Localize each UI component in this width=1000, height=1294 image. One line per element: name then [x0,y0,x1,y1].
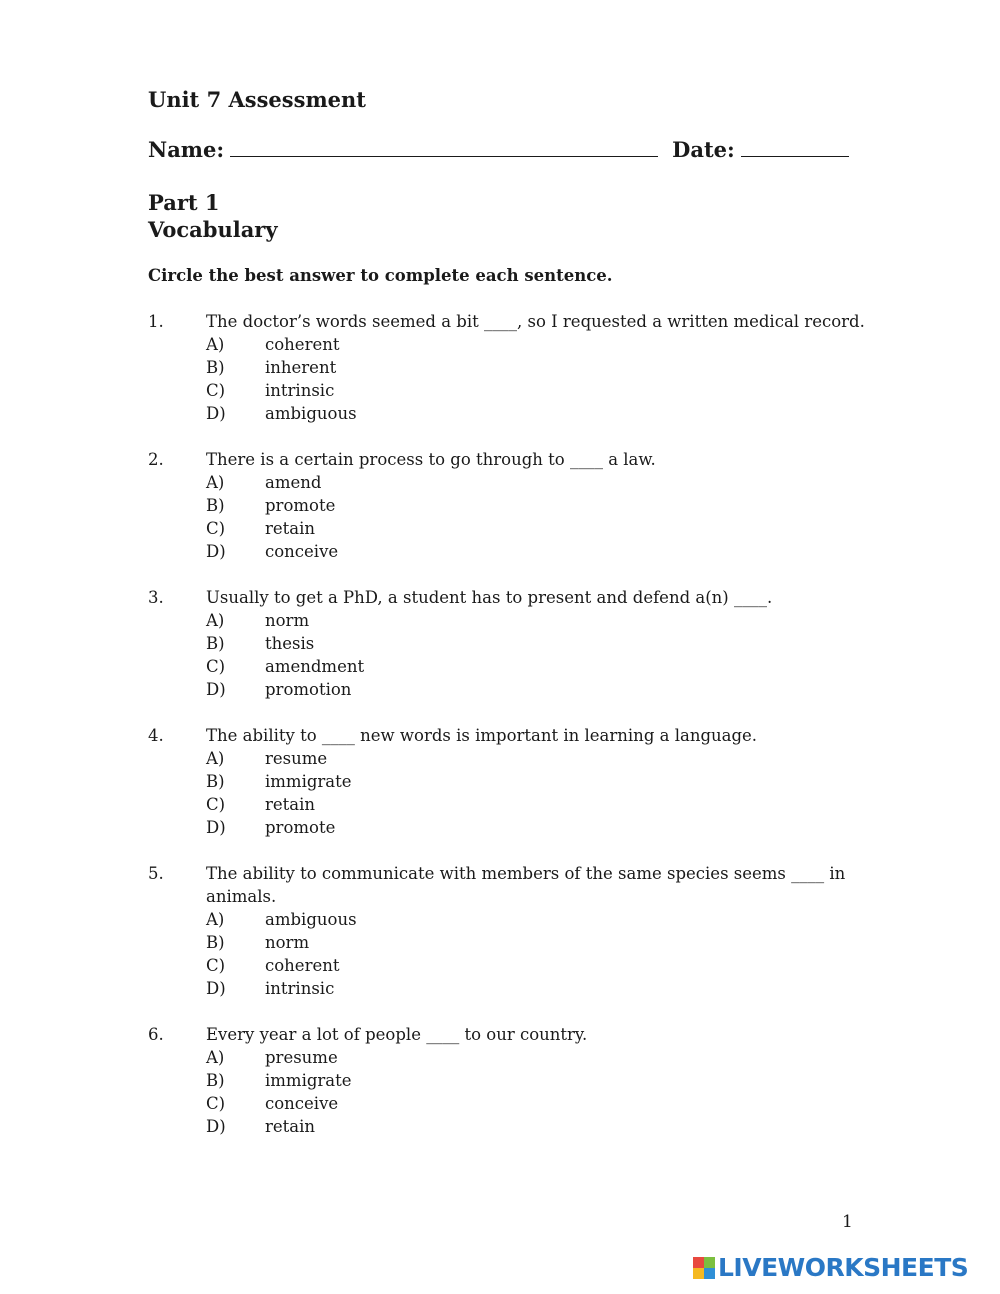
option-text: ambiguous [265,404,357,423]
answer-option[interactable] [148,1092,868,1115]
option-letter: D) [206,1117,226,1136]
answer-option[interactable] [148,379,868,402]
answer-option[interactable] [148,977,868,1000]
answer-option[interactable] [148,678,868,701]
option-text: promote [265,818,336,837]
option-text: retain [265,1117,316,1136]
answer-option[interactable] [148,1046,868,1069]
option-text: ambiguous [265,910,357,929]
option-letter: C) [206,1094,226,1113]
answer-option[interactable] [148,494,868,517]
option-text: thesis [265,634,315,653]
option-text: immigrate [265,772,352,791]
question-number: 6. [148,1025,164,1044]
question-item [148,586,868,701]
answer-option[interactable] [148,632,868,655]
answer-option[interactable] [148,816,868,839]
question-text: Every year a lot of people ____ to our country. [206,1025,588,1044]
option-text: immigrate [265,1071,352,1090]
option-text: amendment [265,657,365,676]
option-text: resume [265,749,328,768]
date-label: Date: [672,137,735,162]
question-row [148,448,868,471]
section-title: Vocabulary [148,217,278,242]
question-list [148,310,868,1138]
option-letter: C) [206,381,226,400]
question-number: 2. [148,450,164,469]
answer-option[interactable] [148,747,868,770]
option-text: promote [265,496,336,515]
answer-option[interactable] [148,609,868,632]
question-item [148,862,868,1000]
option-letter: C) [206,956,226,975]
option-letter: C) [206,657,226,676]
option-text: presume [265,1048,338,1067]
answer-option[interactable] [148,655,868,678]
answer-option[interactable] [148,333,868,356]
question-number: 1. [148,312,164,331]
name-date-row [148,136,868,164]
option-letter: B) [206,634,225,653]
option-text: promotion [265,680,352,699]
page-title: Unit 7 Assessment [148,87,366,112]
option-letter: B) [206,1071,225,1090]
answer-option[interactable] [148,1069,868,1092]
liveworksheets-mark-icon [693,1257,715,1279]
option-letter: D) [206,818,226,837]
option-text: retain [265,519,316,538]
question-item [148,724,868,839]
mark-square-yellow [693,1268,704,1279]
question-text: The doctor’s words seemed a bit ____, so I requested a written medical record. [206,312,865,331]
option-letter: A) [206,335,225,354]
mark-square-blue [704,1268,715,1279]
option-letter: B) [206,496,225,515]
answer-option[interactable] [148,954,868,977]
part-heading [148,189,868,243]
answer-option[interactable] [148,931,868,954]
mark-square-red [693,1257,704,1268]
option-letter: D) [206,542,226,561]
option-text: conceive [265,1094,339,1113]
option-letter: B) [206,358,225,377]
option-letter: D) [206,979,226,998]
option-text: norm [265,611,310,630]
option-letter: D) [206,404,226,423]
question-row [148,862,868,908]
question-number: 3. [148,588,164,607]
option-text: inherent [265,358,337,377]
option-letter: A) [206,910,225,929]
answer-option[interactable] [148,517,868,540]
option-text: intrinsic [265,979,335,998]
option-text: amend [265,473,322,492]
answer-option[interactable] [148,471,868,494]
question-number: 5. [148,864,164,883]
date-blank-field[interactable] [741,136,849,157]
mark-square-green [704,1257,715,1268]
question-item [148,1023,868,1138]
option-text: intrinsic [265,381,335,400]
question-text: Usually to get a PhD, a student has to present and defend a(n) ____. [206,588,773,607]
option-text: norm [265,933,310,952]
option-letter: C) [206,519,226,538]
question-row [148,1023,868,1046]
answer-option[interactable] [148,540,868,563]
name-blank-field[interactable] [230,136,658,157]
question-text: The ability to communicate with members of the same species seems ____ in animals. [206,864,846,906]
option-text: coherent [265,956,340,975]
option-text: coherent [265,335,340,354]
answer-option[interactable] [148,908,868,931]
page-number: 1 [842,1212,853,1232]
question-text: The ability to ____ new words is important in learning a language. [206,726,758,745]
instructions: Circle the best answer to complete each sentence. [148,266,613,285]
question-item [148,448,868,563]
option-letter: B) [206,772,225,791]
part-label: Part 1 [148,190,220,215]
option-letter: B) [206,933,225,952]
answer-option[interactable] [148,770,868,793]
option-letter: A) [206,1048,225,1067]
answer-option[interactable] [148,793,868,816]
question-row [148,586,868,609]
question-item [148,310,868,425]
answer-option[interactable] [148,1115,868,1138]
option-text: conceive [265,542,339,561]
option-letter: A) [206,749,225,768]
name-label: Name: [148,137,225,162]
question-text: There is a certain process to go through to ____ a law. [206,450,656,469]
option-letter: C) [206,795,226,814]
worksheet-page [148,86,868,1161]
question-row [148,310,868,333]
answer-option[interactable] [148,402,868,425]
question-number: 4. [148,726,164,745]
answer-option[interactable] [148,356,868,379]
option-text: retain [265,795,316,814]
liveworksheets-logo [693,1253,968,1282]
question-row [148,724,868,747]
brand-name: LIVEWORKSHEETS [718,1253,969,1282]
option-letter: A) [206,611,225,630]
option-letter: A) [206,473,225,492]
option-letter: D) [206,680,226,699]
